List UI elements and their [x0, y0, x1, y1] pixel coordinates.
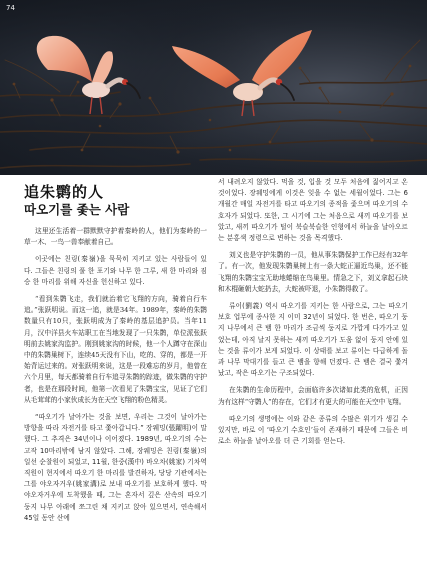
paragraph-ko: “따오기가 날아가는 것을 보면, 우리는 그것이 날아가는 방향을 따라 자전거를 타고 쫓아갑니다.” 장웨밍(張躍明)이 말했다. 그 추격은 34년이나 이어졌다. 1989년, 따오기의 수는 고작 10마리밖에 남지 않았다. 그해, 장웨밍은 친링(秦嶺)의 일선 순찰원이 되었고, 11월, 한중(漢中) 바오차(姚家) 기차역 직원이 현지에서 따오기 한 마리를 발견하자, 당당 기관에서는 그를 야오자거우(姚家溝)로 보내 따오기를 보호하게 했다. 막 야오자거우에 도착했을 때, 그는 혼자서 깊은 산속의 따오기 둥지 나무 아래에 쪼그린 채 지키고 앉아 있으면서, 연속해서 45일 동안 산에 [24, 413, 207, 522]
right-column [218, 177, 408, 453]
paragraph-ko: 이곳에는 친링(秦嶺)을 묵묵히 지키고 있는 사람들이 있다. 그들은 친링의 풀 한 포기와 나무 한 그루, 새 한 마리와 짐승 한 마리를 위해 자신을 헌신하고 있다. [24, 255, 207, 286]
article-title-ko: 따오기를 좇는 사람 [24, 202, 130, 217]
paragraph-zh: 刘义也是守护朱鹮的一员，他从事朱鹮保护工作已经有32年了。有一次，他发现朱鹮巢树上有一条大蛇正逼近鸟巢，还不能飞翔的朱鹮宝宝无助地蜷缩在鸟巢里。情急之下，刘义拿起石块和木棍砸朝大蛇扔去，大蛇被吓退，小朱鹮得救了。 [218, 251, 408, 293]
photo-illustration [0, 0, 427, 175]
paragraph-ko: 류이(劉義) 역시 따오기를 지키는 한 사람으로, 그는 따오기 보호 업무에 종사한 지 이미 32년이 되었다. 한 번은, 따오기 둥지 나무에서 큰 뱀 한 마리가 조금씩 둥지로 가깝게 다가가고 있었는데, 아직 날지 못하는 새끼 따오기가 도움 없이 둥지 안에 있는 것을 류이가 보게 되었다. 이 상태를 보고 류이는 다급하게 돌과 나무 막대기를 들고 큰 뱀을 향해 던졌다. 큰 뱀은 결국 쫓겨났고, 작은 따오기는 구조되었다. [218, 302, 408, 378]
crested-ibis-photo [0, 0, 427, 175]
article-title-zh: 追朱鹮的人 [24, 183, 105, 201]
left-column [24, 183, 207, 530]
page-number: 74 [6, 4, 15, 12]
paragraph-zh: “看到朱鹮飞走，我们就治着它飞翔的方向，骑着自行车追。”张跃明说。而这一追，就是34年。1989年，秦岭的朱鹮数量只有10只，张跃明成为了秦岭的基层追护员。当年11月，汉中洋县火车站职工在当地发现了一只朱鹮，单位派张跃明前去姚家沟监护。刚到姚家沟的时候，他一个人蹲守在深山中的朱鹮巢树下，连续45天没有下山，吃的、穿的，都是一开始背运过来的。对张跃明来说，这是一段难忘的岁月，他曾在六个月里，每天都骑着自行车追寻朱鹮的踪迹，做朱鹮的守护者，也是在那段时间，他第一次看见了朱鹮宝宝，见证了它们从毛茸茸的小家伙成长为在天空飞翔的粉色精灵。 [24, 295, 207, 404]
paragraph-zh: 这里还生活着一群默默守护着秦岭的人，他们为秦岭的一草一木、一鸟一兽奉献着自己。 [24, 227, 207, 247]
paragraph-ko: 따오기의 생명에는 이와 같은 종류의 수많은 위기가 생길 수 있지만, 바로 이 ‘따오기 수호인’들이 존재하기 때문에 그들은 비로소 하늘을 날아오를 더 큰 기회를 얻는다. [218, 414, 408, 446]
paragraph-zh: 在朱鹮的生命历程中，会面临许多次诸如此类的危机，正因为有这样“守鹮人”的存在，它们才有更大的可能在天空中飞翔。 [218, 386, 408, 406]
paragraph-ko: 서 내려오지 않았다. 먹을 것, 입을 것 모두 처음에 짊어지고 온 것이었다. 장웨밍에게 이것은 잊을 수 없는 세월이었다. 그는 6개월간 매일 자전거를 타고 따오기의 종적을 좇으며 따오기의 수호자가 되었다. 또한, 그 시기에 그는 처음으로 새끼 따오기를 보았고, 새끼 따오기가 털이 북슬북슬한 인형에서 하늘을 날아오르는 분홍색 정령으로 변하는 것을 목격했다. [218, 178, 408, 243]
